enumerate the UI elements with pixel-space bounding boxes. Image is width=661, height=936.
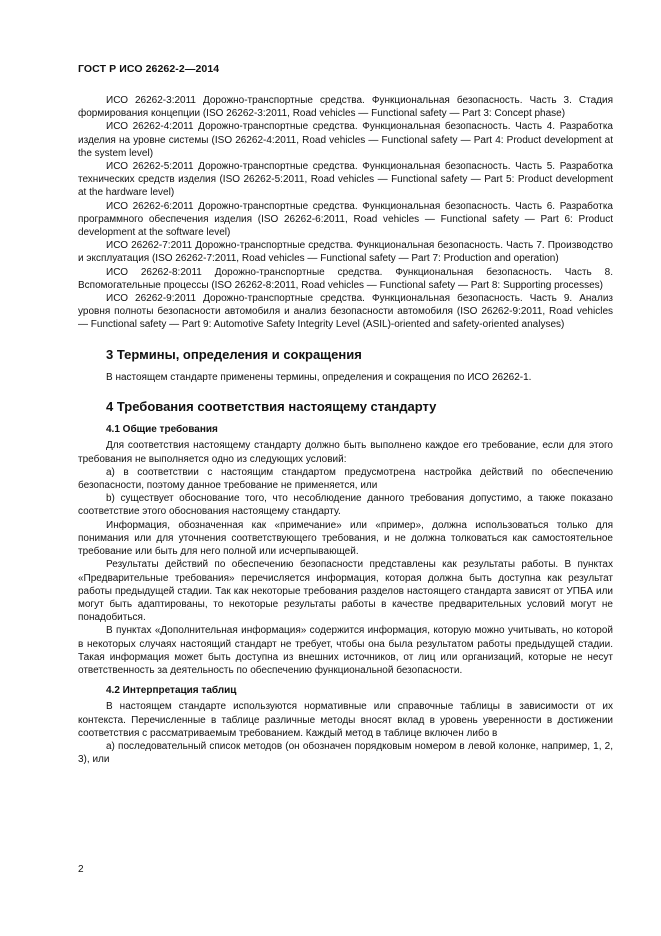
reference-item: ИСО 26262-6:2011 Дорожно-транспортные средства. Функциональная безопасность. Часть 6. Разработка программного обеспечения изделия (ISO 26262-6:2011, Road vehicles — Functional safety — Part 6: Product development at the software level) [78, 200, 613, 239]
section-3-heading: 3 Термины, определения и сокращения [106, 346, 362, 362]
paragraph: Для соответствия настоящему стандарту должно быть выполнено каждое его требование, если для этого требования не выполняется одно из следующих условий: [78, 440, 613, 465]
subsection-4-1-heading: 4.1 Общие требования [106, 424, 218, 436]
list-item: a) в соответствии с настоящим стандартом предусмотрена настройка действий по обеспечению безопасности, поэтому данное требование не применяется, или [78, 466, 613, 492]
paragraph: В настоящем стандарте используются нормативные или справочные таблицы в зависимости от их контекста. Перечисленные в таблице различные методы вносят вклад в уровень уверенности в достижении соответствия с рассматриваемым требованием. Каждый метод в таблице включен либо в [78, 701, 613, 739]
paragraph: Результаты действий по обеспечению безопасности представлены как результаты работы. В пунктах «Предварительные требования» перечисляется информация, которая должна быть доступна как результат работы предыдущей стадии. Так как некоторые требования разделов настоящего стандарта зависят от УПБА или могут быть адаптированы, то некоторые результаты работы в качестве предварительных условий могут не понадобиться. [78, 559, 613, 624]
page-number: 2 [78, 864, 84, 875]
reference-item: ИСО 26262-5:2011 Дорожно-транспортные средства. Функциональная безопасность. Часть 5. Разработка технических средств изделия (ISO 26262-5:2011, Road vehicles — Functional safety — Part 5: Product development at the hardware level) [78, 161, 613, 199]
reference-item: ИСО 26262-9:2011 Дорожно-транспортные средства. Функциональная безопасность. Часть 9. Анализ уровня полноты безопасности автомобиля и анализ безопасности автомобиля (ISO 26262-9:2011, Road vehicles — Functional safety — Part 9: Automotive Safety Integrity Level (ASIL)-oriented and safety-oriented analyses) [78, 293, 613, 331]
reference-item: ИСО 26262-3:2011 Дорожно-транспортные средства. Функциональная безопасность. Часть 3. Стадия формирования концепции (ISO 26262-3:2011, Road vehicles — Functional safety — Part 3: Concept phase) [78, 95, 613, 120]
subsection-4-2-heading: 4.2 Интерпретация таблиц [106, 685, 237, 697]
section-4-heading: 4 Требования соответствия настоящему стандарту [106, 399, 437, 415]
reference-item: ИСО 26262-8:2011 Дорожно-транспортные средства. Функциональная безопасность. Часть 8. Вспомогательные процессы (ISO 26262-8:2011, Road vehicles — Functional safety — Part 8: Supporting processes) [78, 266, 613, 291]
paragraph: В пунктах «Дополнительная информация» содержится информация, которую можно учитывать, но которой в некоторых случаях настоящий стандарт не требует, чтобы она была результатом работы предыдущей стадии. Такая информация может быть доступна из внешних источников, от лиц или организаций, которые не несут ответственность за деятельность по обеспечению функциональной безопасности. [78, 625, 613, 676]
list-item: b) существует обоснование того, что несоблюдение данного требования допустимо, а также показано соответствие этого обоснования настоящему стандарту. [78, 493, 613, 518]
normative-references [78, 94, 613, 332]
list-item: a) последовательный список методов (он обозначен порядковым номером в левой колонке, например, 1, 2, 3), или [78, 740, 613, 766]
document-header: ГОСТ Р ИСО 26262-2—2014 [78, 63, 220, 75]
paragraph: Информация, обозначенная как «примечание» или «пример», должна использоваться только для понимания или для уточнения соответствующего требования, и не должна толковаться как самостоятельное требование или быть для него полной или исчерпывающей. [78, 519, 613, 558]
section-3-text: В настоящем стандарте применены термины, определения и сокращения по ИСО 26262-1. [106, 371, 532, 383]
reference-item: ИСО 26262-4:2011 Дорожно-транспортные средства. Функциональная безопасность. Часть 4. Разработка изделия на уровне системы (ISO 26262-4:2011, Road vehicles — Functional safety — Part 4: Product development at the system level) [78, 121, 613, 159]
document-body [78, 94, 613, 766]
reference-item: ИСО 26262-7:2011 Дорожно-транспортные средства. Функциональная безопасность. Часть 7. Производство и эксплуатация (ISO 26262-7:2011, Road vehicles — Functional safety — Part 7: Production and operation) [78, 240, 613, 265]
